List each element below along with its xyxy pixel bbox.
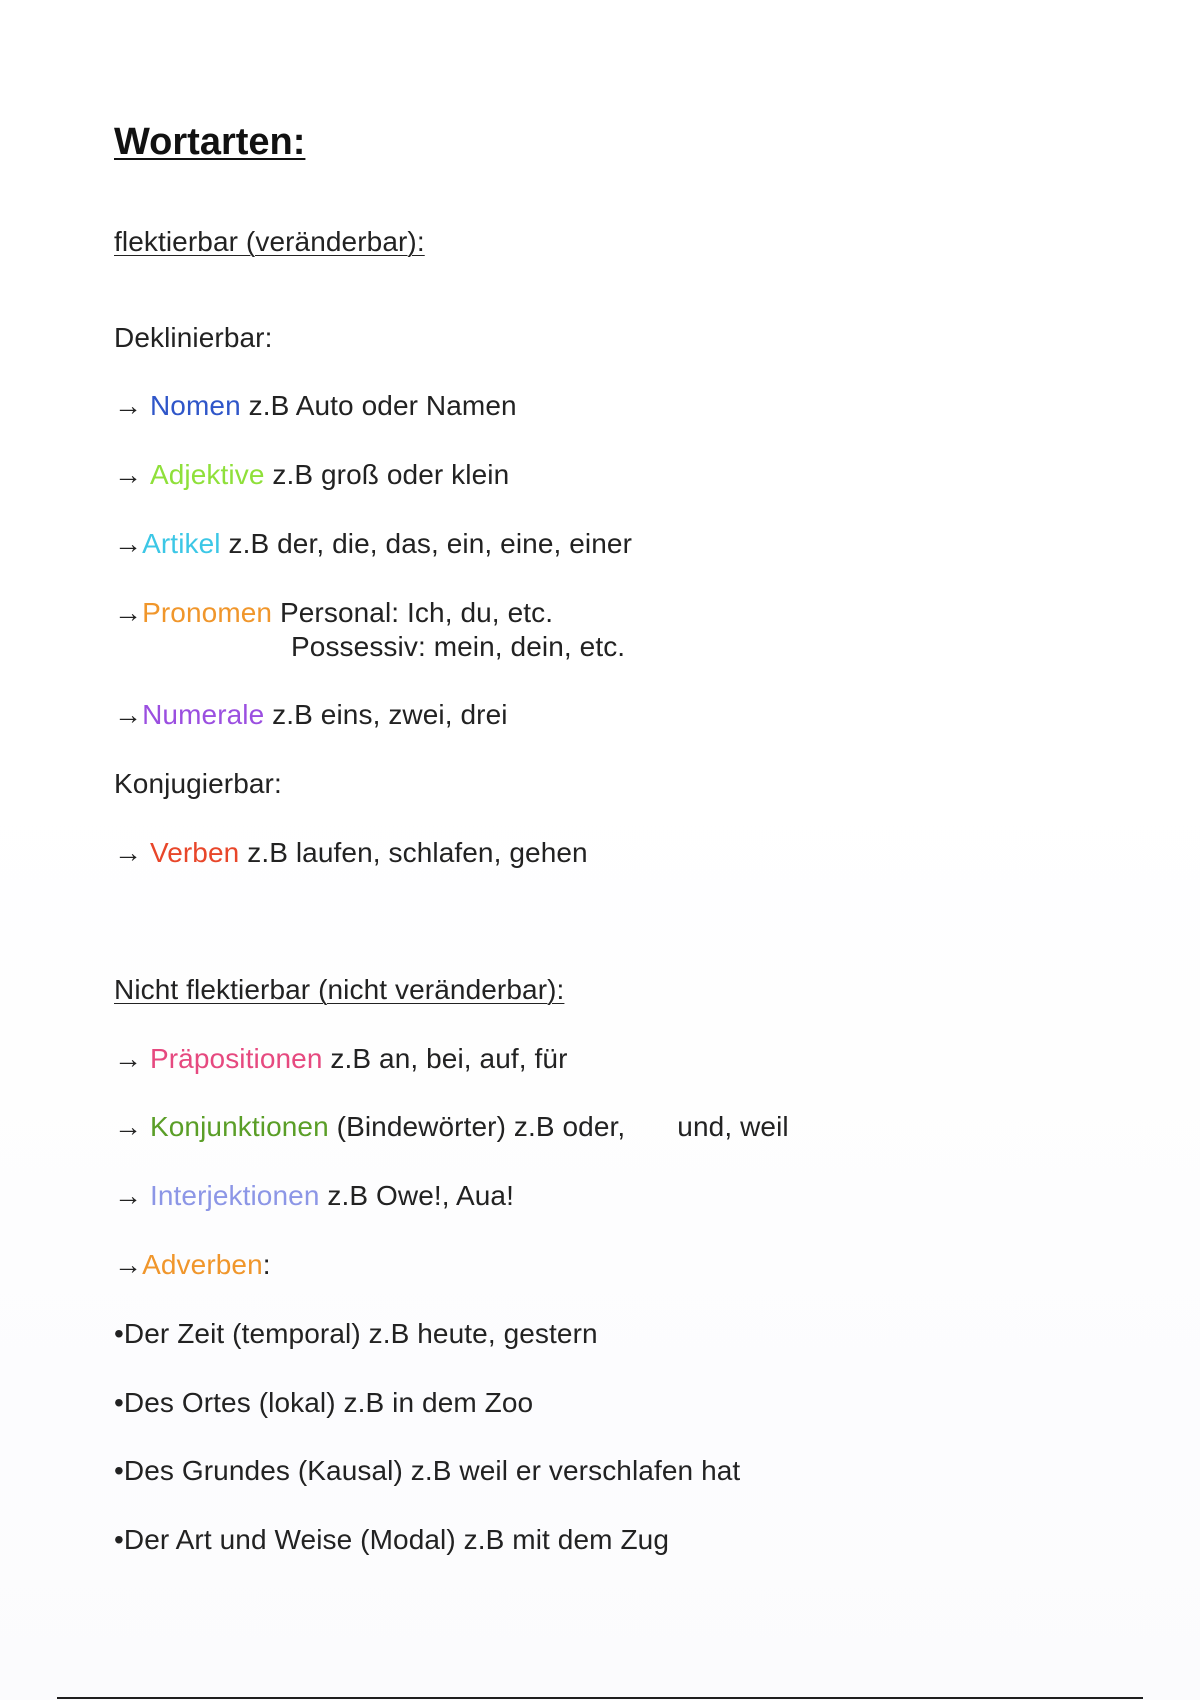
term-adjektive: Adjektive [149,459,265,490]
arrow-icon: → [114,1111,150,1142]
item-text: Personal: Ich, du, etc. [272,597,554,628]
list-item-verben [114,836,588,870]
arrow-icon: → [114,1043,150,1074]
list-item-adverben [114,1248,271,1282]
item-text-continued: und, weil [677,1111,789,1142]
item-text: z.B Owe!, Aua! [319,1180,514,1211]
item-text: z.B Auto oder Namen [240,390,517,421]
pronomen-possessiv-text: Possessiv: mein, dein, etc. [291,631,626,662]
term-konjunktionen: Konjunktionen [149,1111,329,1142]
term-praepositionen: Präpositionen [149,1043,323,1074]
arrow-icon: → [114,459,150,490]
bullet-item-modal: •Der Art und Weise (Modal) z.B mit dem Zug [114,1524,669,1555]
arrow-icon: → [114,390,150,421]
arrow-icon: → [114,1180,150,1211]
term-artikel: Artikel [142,528,221,559]
arrow-icon: → [114,528,143,559]
bullet-item-temporal: •Der Zeit (temporal) z.B heute, gestern [114,1318,598,1349]
item-text: z.B groß oder klein [264,459,510,490]
list-item-pronomen [114,596,553,630]
term-pronomen: Pronomen [142,597,273,628]
term-nomen: Nomen [149,390,241,421]
bullet-item-lokal: •Des Ortes (lokal) z.B in dem Zoo [114,1387,534,1418]
list-item-nomen [114,389,517,423]
list-item-konjunktionen [114,1110,789,1144]
arrow-icon: → [114,699,143,730]
bottom-divider [57,1697,1143,1699]
bullet-item-kausal: •Des Grundes (Kausal) z.B weil er verschlafen hat [114,1455,741,1486]
arrow-icon: → [114,837,150,868]
section-heading-nicht-flektierbar: Nicht flektierbar (nicht veränderbar): [114,974,565,1005]
page-title: Wortarten: [114,121,306,163]
item-text: z.B eins, zwei, drei [264,699,508,730]
term-numerale: Numerale [142,699,265,730]
list-item-adjektive [114,458,509,492]
label-deklinierbar: Deklinierbar: [114,322,273,353]
list-item-praepositionen [114,1042,568,1076]
arrow-icon: → [114,1249,143,1280]
list-item-interjektionen [114,1179,514,1213]
term-adverben: Adverben [142,1249,263,1280]
list-item-artikel [114,527,632,561]
item-text: z.B an, bei, auf, für [322,1043,568,1074]
label-konjugierbar: Konjugierbar: [114,768,282,799]
list-item-numerale [114,698,508,732]
item-text: (Bindewörter) z.B oder, [328,1111,626,1142]
item-text: z.B laufen, schlafen, gehen [239,837,588,868]
term-interjektionen: Interjektionen [149,1180,320,1211]
item-text: z.B der, die, das, ein, eine, einer [220,528,633,559]
arrow-icon: → [114,597,143,628]
item-text: : [262,1249,271,1280]
term-verben: Verben [149,837,240,868]
section-heading-flektierbar: flektierbar (veränderbar): [114,226,425,257]
